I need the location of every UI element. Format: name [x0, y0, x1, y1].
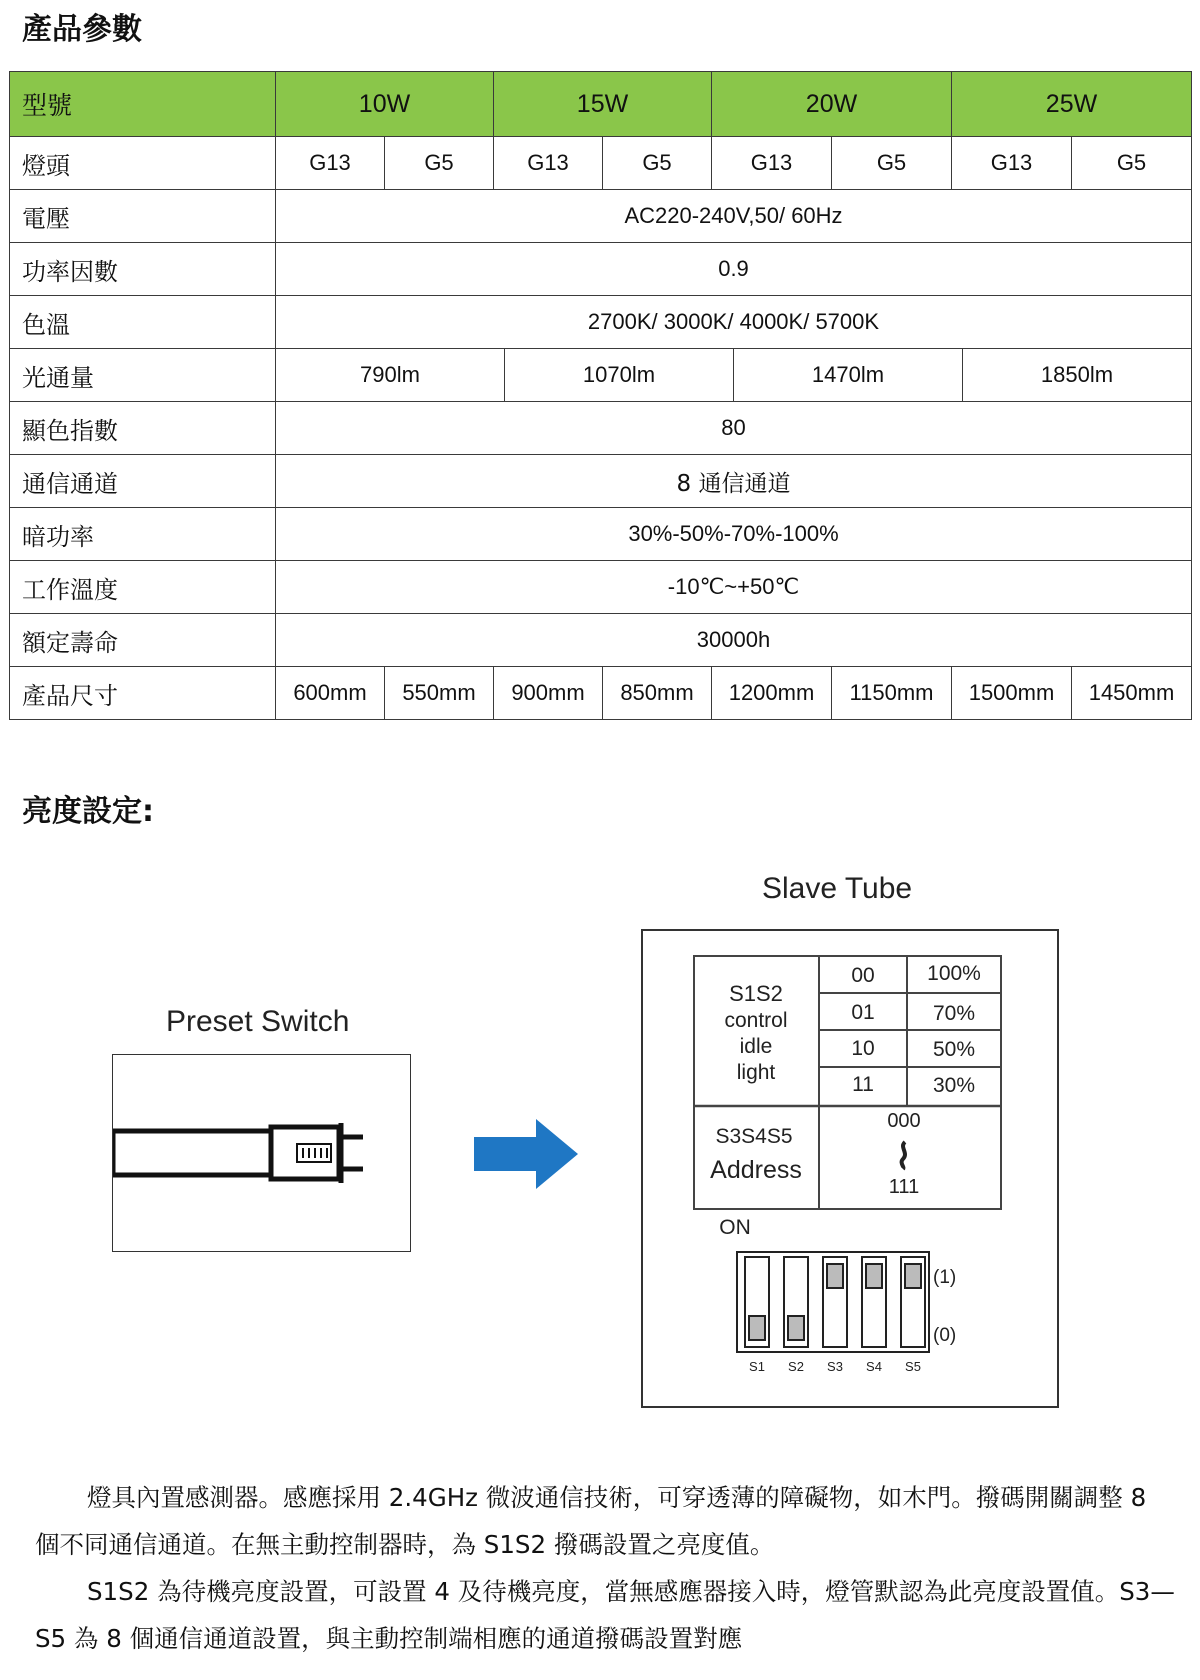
- table-row-cap: [10, 137, 1192, 190]
- table-row-flux: [10, 349, 1192, 402]
- idle-code: 01: [851, 1001, 875, 1024]
- on-label: ON: [719, 1216, 751, 1239]
- idle-level: 100%: [927, 962, 981, 985]
- row-label: 額定壽命: [10, 614, 276, 667]
- table-cell: G5: [385, 137, 494, 190]
- table-row-power-factor: [10, 243, 1192, 296]
- tube-illustration: [113, 1055, 410, 1251]
- table-cell: G5: [832, 137, 952, 190]
- switch-name: S4: [866, 1359, 882, 1374]
- description-paragraph-1: 燈具內置感測器。感應採用 2.4GHz 微波通信技術，可穿透薄的障礙物，如木門。撥碼開關調整 8 個不同通信通道。在無主動控制器時，為 S1S2 撥碼設置之亮度值。: [35, 1483, 1147, 1559]
- switch-name: S1: [749, 1359, 765, 1374]
- address-to: 111: [888, 1176, 920, 1198]
- idle-code: 10: [851, 1037, 875, 1060]
- switch-knob-low: [749, 1316, 765, 1340]
- dip-switch-s3: [823, 1257, 847, 1347]
- section-title-brightness: 亮度設定:: [22, 794, 154, 829]
- description-paragraph-2: S1S2 為待機亮度設置，可設置 4 及待機亮度，當無感應器接入時，燈管默認為此亮度設置值。S3—S5 為 8 個通信通道設置，與主動控制端相應的通道撥碼設置對應: [35, 1577, 1175, 1653]
- table-cell: 30%-50%-70%-100%: [276, 508, 1192, 561]
- idle-level: 30%: [932, 1074, 976, 1097]
- table-row-channels: [10, 455, 1192, 508]
- dip-switch-s2: [784, 1257, 808, 1347]
- switch-name: S2: [788, 1359, 804, 1374]
- row-label: 顯色指數: [10, 402, 276, 455]
- arrow-right-icon: [474, 1119, 578, 1189]
- idle-level: 50%: [932, 1038, 976, 1061]
- table-row-size: [10, 667, 1192, 720]
- row-label: 產品尺寸: [10, 667, 276, 720]
- model-cell: 15W: [494, 72, 712, 137]
- preset-switch-title: Preset Switch: [166, 1005, 350, 1038]
- table-cell: 1150mm: [832, 667, 952, 720]
- table-cell: 1070lm: [505, 349, 734, 401]
- switch-knob-high: [827, 1264, 843, 1288]
- switch-knob-low: [788, 1316, 804, 1340]
- table-cell: 600mm: [276, 667, 385, 720]
- switch-name: S5: [905, 1359, 921, 1374]
- address-label-line: Address: [710, 1156, 802, 1184]
- table-row-cct: [10, 296, 1192, 349]
- table-cell: 1470lm: [734, 349, 963, 401]
- table-cell: -10℃~+50℃: [276, 561, 1192, 614]
- table-cell: G5: [603, 137, 712, 190]
- row-label: 燈頭: [10, 137, 276, 190]
- table-cell: G13: [276, 137, 385, 190]
- table-row-cri: [10, 402, 1192, 455]
- table-row-temp: [10, 561, 1192, 614]
- row-label: 暗功率: [10, 508, 276, 561]
- table-cell: 900mm: [494, 667, 603, 720]
- table-cell: 80: [276, 402, 1192, 455]
- table-cell: 1200mm: [712, 667, 832, 720]
- table-cell: 30000h: [276, 614, 1192, 667]
- row-label: 工作溫度: [10, 561, 276, 614]
- row-label: 電壓: [10, 190, 276, 243]
- tube-body: [113, 1131, 278, 1175]
- table-cell: 1450mm: [1072, 667, 1192, 720]
- dip-switch-s4: [862, 1257, 886, 1347]
- row-label: 色溫: [10, 296, 276, 349]
- idle-label-line: S1S2: [729, 981, 783, 1006]
- table-cell: G13: [712, 137, 832, 190]
- row-label: 光通量: [10, 349, 276, 402]
- switch-name: S3: [827, 1359, 843, 1374]
- table-cell: 2700K/ 3000K/ 4000K/ 5700K: [276, 296, 1192, 349]
- table-cell: 1850lm: [1040, 362, 1114, 387]
- table-cell: 790lm: [276, 349, 505, 401]
- row-label: 功率因數: [10, 243, 276, 296]
- switch-knob-high: [905, 1264, 921, 1288]
- table-cell: G13: [494, 137, 603, 190]
- slave-tube-figure: [641, 929, 1059, 1408]
- idle-code: 11: [852, 1073, 874, 1096]
- idle-label-line: idle: [739, 1035, 773, 1058]
- table-cell: 8 通信通道: [276, 455, 1192, 508]
- switch-knob-high: [866, 1264, 882, 1288]
- address-from: 000: [887, 1110, 921, 1132]
- position-high-label: (1): [933, 1267, 957, 1288]
- table-cell: AC220-240V,50/ 60Hz: [276, 190, 1192, 243]
- idle-label-line: control: [724, 1009, 788, 1032]
- position-low-label: (0): [933, 1325, 957, 1346]
- model-cell: 10W: [276, 72, 494, 137]
- row-label: 通信通道: [10, 455, 276, 508]
- table-row-dim-power: [10, 508, 1192, 561]
- idle-level: 70%: [932, 1002, 976, 1025]
- table-cell: 550mm: [385, 667, 494, 720]
- section-title-specs: 產品參數: [22, 12, 142, 47]
- table-cell: G5: [1072, 137, 1192, 190]
- address-label-line: S3S4S5: [715, 1125, 793, 1148]
- dip-setting-diagram: [643, 931, 1057, 1406]
- idle-label-line: light: [736, 1061, 776, 1084]
- row-label: 型號: [10, 72, 276, 137]
- dip-switch-s5: [901, 1257, 925, 1347]
- spec-table: [9, 71, 1192, 720]
- dip-switch-s1: [745, 1257, 769, 1347]
- table-row-model: [10, 72, 1192, 137]
- model-cell: 25W: [952, 72, 1192, 137]
- table-row-voltage: [10, 190, 1192, 243]
- table-cell: 1500mm: [952, 667, 1072, 720]
- idle-code: 00: [851, 964, 875, 987]
- preset-switch-figure: [112, 1054, 411, 1252]
- flux-group: [276, 349, 1192, 402]
- table-cell: G13: [952, 137, 1072, 190]
- slave-tube-title: Slave Tube: [762, 872, 913, 905]
- table-cell: 0.9: [276, 243, 1192, 296]
- table-cell: 850mm: [603, 667, 712, 720]
- model-cell: 20W: [712, 72, 952, 137]
- table-row-life: [10, 614, 1192, 667]
